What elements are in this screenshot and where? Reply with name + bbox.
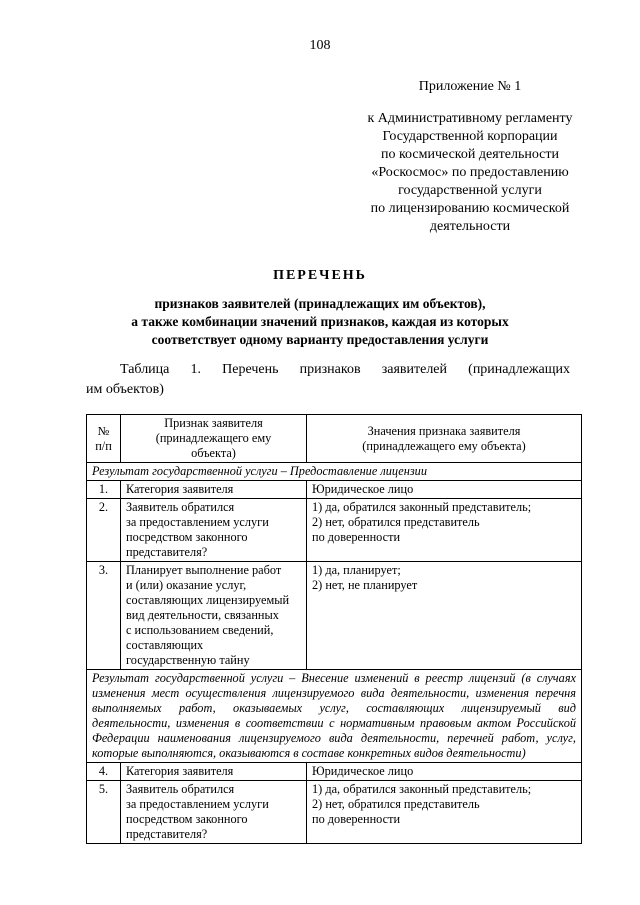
table-row — [87, 499, 582, 562]
caption-word: 1. — [190, 362, 202, 377]
row-number: 3. — [87, 562, 121, 670]
caption-word: заявителей — [381, 362, 448, 377]
row-values: 1) да, обратился законный представитель; 2) нет, обратился представитель по доверенности — [307, 499, 582, 562]
row-sign: Планирует выполнение работ и (или) оказание услуг, составляющих лицензируемый вид деятельности, связанных с использованием сведений, составляющих государственную тайну — [121, 562, 307, 670]
caption-word: Таблица — [120, 362, 170, 377]
appendix-line: «Роскосмос» по предоставлению — [371, 165, 569, 180]
subheading-line: соответствует одному варианту предоставления услуги — [151, 332, 489, 347]
appendix-line: государственной услуги — [398, 183, 542, 198]
result-text: Результат государственной услуги – Внесение изменений в реестр лицензий (в случаях изменения мест осуществления лицензируемого вида деятельности, изменения перечня выполняемых работ, оказываемых услуг, составляющих лицензируемый вид деятельности, изменения в соответствии с нормативным правовым актом Российской Федерации наименования лицензируемого вида деятельности, перечней работ, услуг, которые выполняются, оказываются в составе конкретных видов деятельности) — [87, 670, 582, 763]
header-values: Значения признака заявителя (принадлежащего ему объекта) — [307, 415, 582, 463]
caption-word: Перечень — [222, 362, 279, 377]
row-sign: Заявитель обратился за предоставлением услуги посредством законного представителя? — [121, 499, 307, 562]
document-subheading — [90, 295, 550, 349]
table-row — [87, 763, 582, 781]
row-sign: Категория заявителя — [121, 481, 307, 499]
row-number: 2. — [87, 499, 121, 562]
result-text: Результат государственной услуги – Предоставление лицензии — [87, 463, 582, 481]
applicant-attributes-table — [86, 414, 582, 844]
appendix-line: по космической деятельности — [380, 147, 560, 162]
table-header-row — [87, 415, 582, 463]
row-values: 1) да, обратился законный представитель; 2) нет, обратился представитель по доверенности — [307, 781, 582, 844]
row-sign: Категория заявителя — [121, 763, 307, 781]
result-row — [87, 670, 582, 763]
appendix-line: по лицензированию космической — [370, 201, 570, 216]
appendix-line: Государственной корпорации — [382, 129, 558, 144]
row-number: 5. — [87, 781, 121, 844]
caption-word: признаков — [299, 362, 361, 377]
appendix-line: к Административному регламенту — [367, 111, 573, 126]
appendix-title: Приложение № 1 — [418, 79, 522, 94]
subheading-line: а также комбинации значений признаков, каждая из которых — [131, 314, 509, 329]
header-no: № п/п — [87, 415, 121, 463]
row-number: 4. — [87, 763, 121, 781]
row-values: 1) да, планирует; 2) нет, не планирует — [307, 562, 582, 670]
caption-word: (принадлежащих — [468, 362, 570, 377]
document-heading: ПЕРЕЧЕНЬ — [273, 268, 367, 283]
table-row — [87, 481, 582, 499]
row-number: 1. — [87, 481, 121, 499]
header-sign: Признак заявителя (принадлежащего ему объекта) — [121, 415, 307, 463]
result-row — [87, 463, 582, 481]
table-row — [87, 781, 582, 844]
caption-line-2: им объектов) — [86, 382, 164, 397]
subheading-line: признаков заявителей (принадлежащих им объектов), — [154, 296, 486, 311]
row-sign: Заявитель обратился за предоставлением услуги посредством законного представителя? — [121, 781, 307, 844]
appendix-line: деятельности — [429, 219, 511, 234]
table-caption — [86, 360, 570, 400]
page-number: 108 — [309, 38, 331, 53]
table-row — [87, 562, 582, 670]
appendix-block — [340, 78, 600, 236]
row-values: Юридическое лицо — [307, 481, 582, 499]
row-values: Юридическое лицо — [307, 763, 582, 781]
